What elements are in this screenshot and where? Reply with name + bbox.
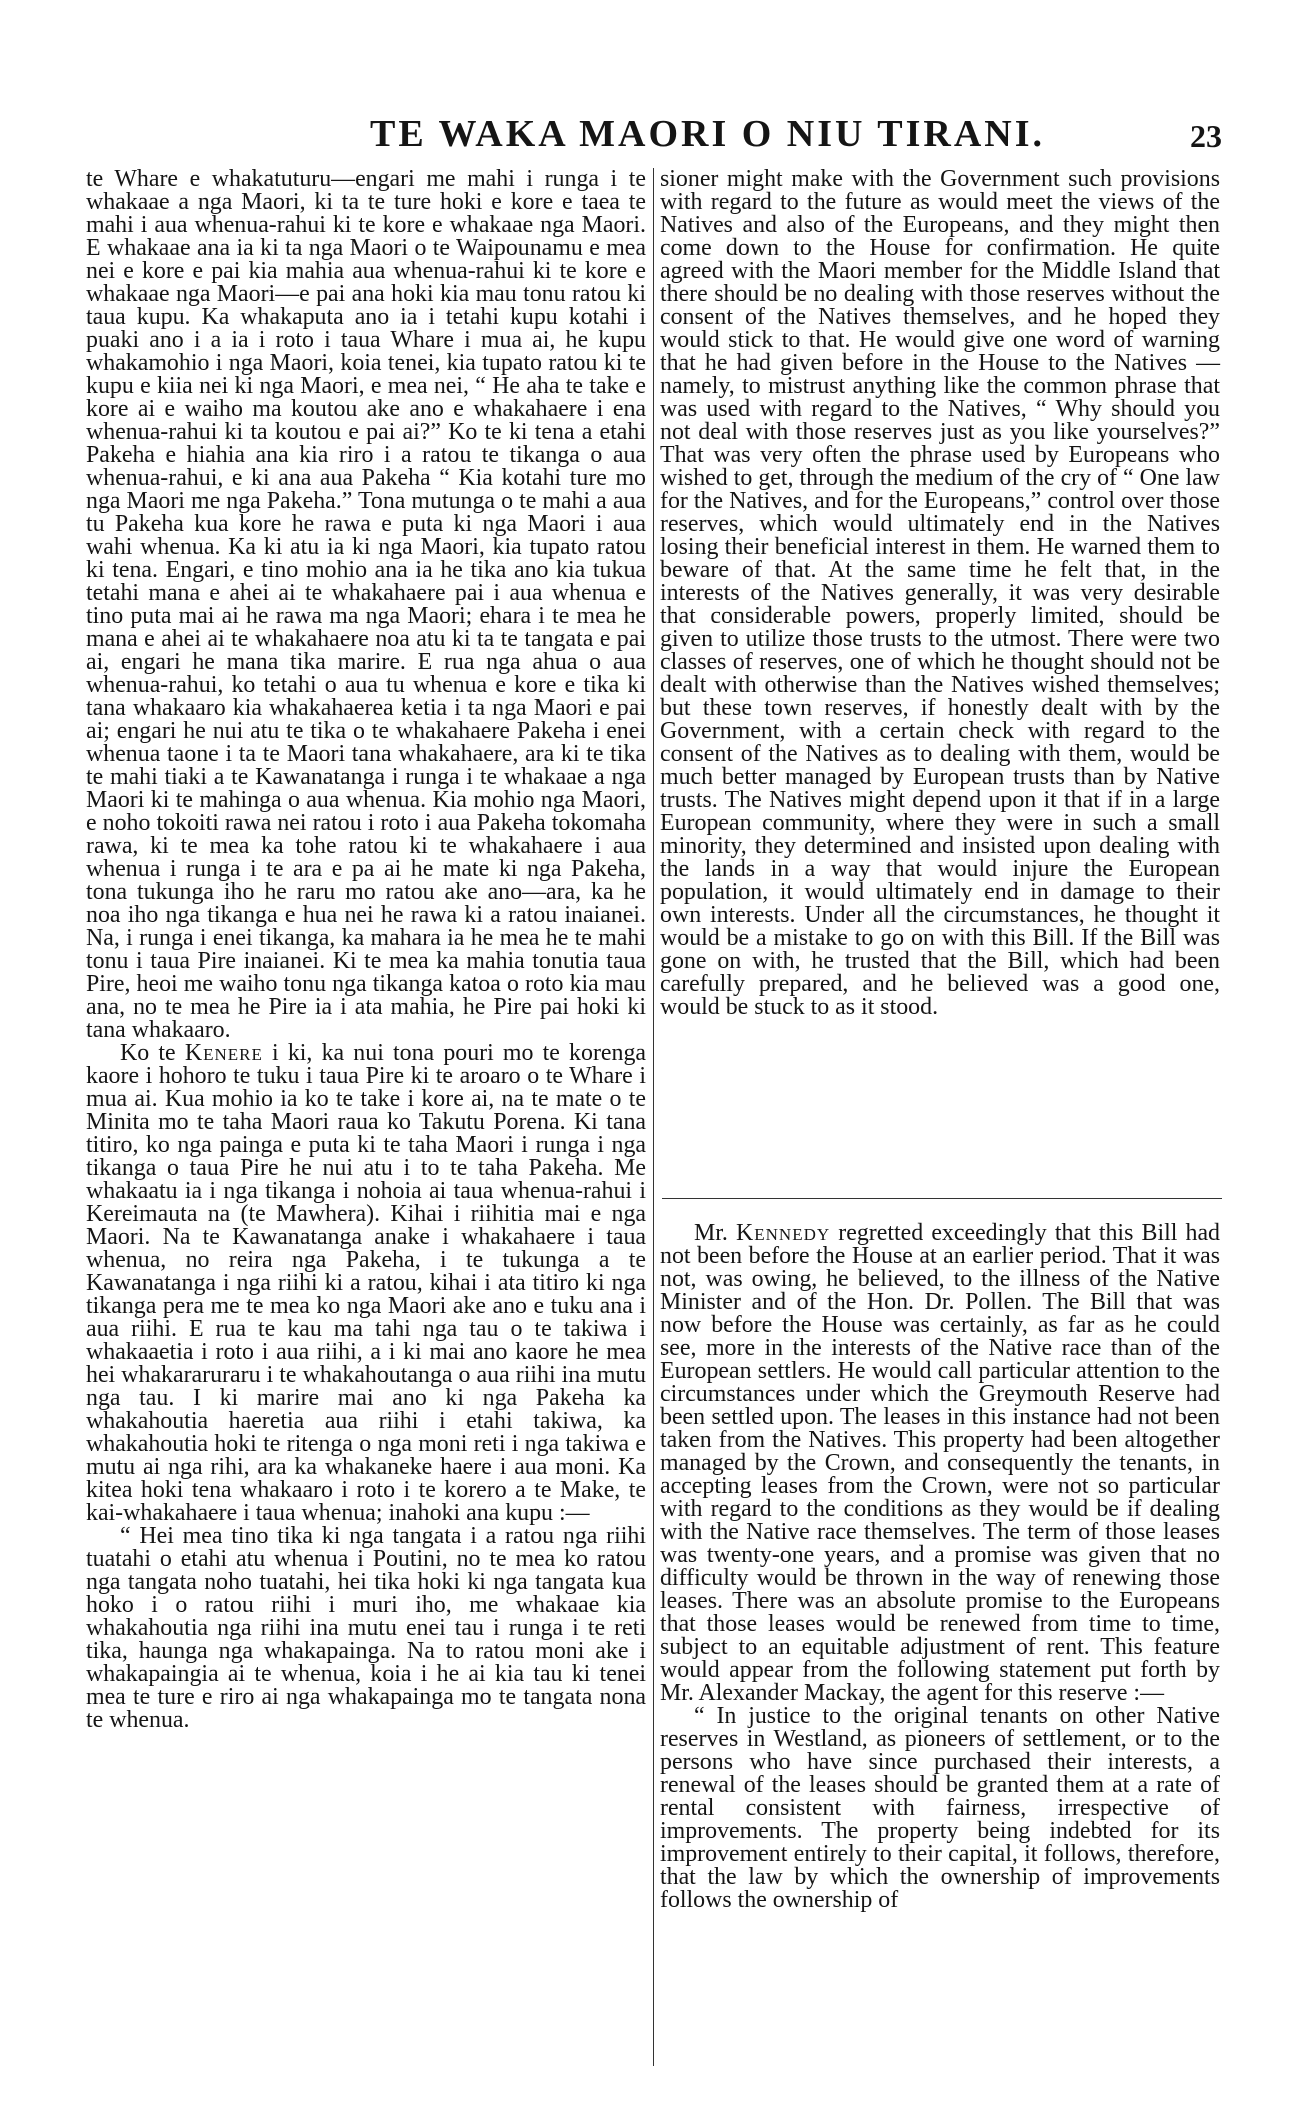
right-column-top xyxy=(660,168,1220,1019)
maori-paragraph-1: te Whare e whakatuturu—engari me mahi i runga i te whakaae a nga Maori, ki ta te ture hoki e kore e taea te mahi i aua whenua-rahui ki te kore e whakaae nga Maori. E whakaae ana ia ki ta nga Maori o te Waipounamu e mea nei e kore e pai kia mahia aua whenua-rahui ki te kore e whakaae nga Maori—e pai ana hoki kia mau tonu ratou ki taua kupu. Ka whakaputa ano ia i tetahi kupu kotahi i puaki ano i a ia i roto i taua Whare i mua ai, he kupu whakamohio i nga Maori, koia tenei, kia tupato ratou ki te kupu e kiia nei ki nga Maori, e mea nei, “ He aha te take e kore ai e waiho ma koutou ake ano e whakahaere i ena whenua-rahui ki ta koutou e pai ai?” Ko te ki tena a etahi Pakeha e hiahia ana kia riro i a ratou te tikanga o aua whenua-rahui, e ki ana aua Pakeha “ Kia kotahi ture mo nga Maori me nga Pakeha.” Tona mutunga o te mahi a aua tu Pakeha kua kore he rawa e puta ki nga Maori i aua wahi whenua. Ka ki atu ia ki nga Maori, kia tupato ratou ki tena. Engari, e tino mohio ana ia he tika ano kia tukua tetahi mana e ahei ai te whakahaere pai i aua whenua e tino puta mai ai he rawa ma nga Maori; ehara i te mea he mana e ahei ai te whakahaere noa atu ki ta te tangata e pai ai, engari he mana tika marire. E rua nga ahua o aua whenua-rahui, ko tetahi o aua tu whenua e kore e tika ki tana whakaaro kia whakahaerea ketia i ta nga Maori e pai ai; engari he nui atu te tika o te whakahaere Pakeha i enei whenua taone i ta te Maori tana whakahaere, ara ki te tika te mahi tiaki a te Kawanatanga i runga i te whakaae a nga Maori ki te mahinga o aua whenua. Kia mohio nga Maori, e noho tokoiti rawa nei ratou i roto i aua Pakeha tokomaha rawa, ki te mea ka tohe ratou ki te whakahaere i aua whenua i runga i te ara e pa ai he mate ki nga Pakeha, tona tukunga iho he raru mo ratou ake ano—ara, ka he noa iho nga tikanga e hua nei he rawa ki a ratou inaianei. Na, i runga i enei tikanga, ka mahara ia he mea he te mahi tonu i taua Pire inaianei. Ki te mea ka mahia tonutia taua Pire, heoi me waiho tonu nga tikanga katoa o roto kia mau ana, no te mea he Pire ia i ata mahia, he Pire pai hoki ki tana whakaaro. xyxy=(86,166,646,1043)
section-rule xyxy=(662,1198,1222,1199)
paragraph-lead: Ko te xyxy=(120,1040,185,1066)
page-title: TE WAKA MAORI O NIU TIRANI. xyxy=(370,113,1046,155)
left-column xyxy=(86,168,646,1732)
english-quotation: “ In justice to the original tenants on other Native reserves in Westland, as pioneers of settlement, or to the persons who have since purchased their interests, a renewal of the leases should be granted them at a rate of rental consistent with fairness, irrespective of improvements. The property being indebted for its improvement entirely to their capital, it follows, therefore, that the law by which the ownership of improvements follows the ownership of xyxy=(660,1703,1220,1913)
right-column-bottom xyxy=(660,1222,1220,1912)
maori-quotation: “ Hei mea tino tika ki nga tangata i a ratou nga riihi tuatahi o etahi atu whenua i Poutini, no te mea ko ratou nga tangata noho tuatahi, hei tika hoki ki nga tangata kua hoko i o ratou riihi i muri iho, me whakaae kia whakahoutia nga riihi ina mutu enei tau i runga i te reti tika, haunga nga whakapainga. Na to ratou moni ake i whakapaingia ai te whenua, koia i he ai kia tau ki tenei mea te ture e riro ai nga whakapainga mo te tangata nona te whenua. xyxy=(86,1523,646,1733)
maori-paragraph-2 xyxy=(86,1042,646,1525)
paragraph-body: regretted exceedingly that this Bill had not been before the House at an earlier period. That it was not, was owing, he believed, to the illness of the Native Minister and of the Hon. Dr. Pollen. The Bill that was now before the House was certainly, as far as he could see, more in the interests of the Native race than of the European settlers. He would call particular attention to the circumstances under which the Greymouth Reserve had been settled upon. The leases in this instance had not been taken from the Natives. This property had been altogether managed by the Crown, and consequently the tenants, in accepting leases from the Crown, were not so particular with regard to the conditions as they would be if dealing with the Native race themselves. The term of those leases was twenty-one years, and a promise was given that no difficulty would be thrown in the way of renewing those leases. There was an absolute promise to the Europeans that those leases would be renewed from time to time, subject to an equitable adjustment of rent. This feature would appear from the following statement put forth by Mr. Alexander Mackay, the agent for this reserve :— xyxy=(660,1220,1220,1706)
speaker-name: Kenere xyxy=(184,1040,263,1066)
page-header xyxy=(0,112,1309,162)
english-paragraph-1: sioner might make with the Government such provisions with regard to the future as would meet the views of the Natives and also of the Europeans, and they might then come down to the House for confirmation. He quite agreed with the Maori member for the Middle Island that there should be no dealing with those reserves without the consent of the Natives themselves, and he hoped they would stick to that. He would give one word of warning that he had given before in the House to the Natives —namely, to mistrust anything like the common phrase that was used with regard to the Natives, “ Why should you not deal with those reserves just as you like yourselves?” That was very often the phrase used by Europeans who wished to get, through the medium of the cry of “ One law for the Natives, and for the Europeans,” control over those reserves, which would ultimately end in the Natives losing their beneficial interest in them. He warned them to beware of that. At the same time he felt that, in the interests of the Natives generally, it was very desirable that considerable powers, properly limited, should be given to utilize those trusts to the utmost. There were two classes of reserves, one of which he thought should not be dealt with otherwise than the Natives wished themselves; but these town reserves, if honestly dealt with by the Government, with a certain check with regard to the consent of the Natives as to dealing with them, would be much better managed by European trusts than by Native trusts. The Natives might depend upon it that if in a large European community, where they were in such a small minority, they determined and insisted upon dealing with the lands in a way that would injure the European population, it would ultimately end in damage to their own interests. Under all the circumstances, he thought it would be a mistake to go on with this Bill. If the Bill was gone on with, he trusted that the Bill, which had been carefully prepared, and he believed was a good one, would be stuck to as it stood. xyxy=(660,166,1220,1020)
paragraph-lead: Mr. xyxy=(694,1220,736,1246)
page-number: 23 xyxy=(1190,118,1222,154)
paragraph-body: i ki, ka nui tona pouri mo te korenga kaore i hohoro te tuku i taua Pire ki te aroaro o te Whare i mua ai. Kua mohio ia ko te take i kore ai, na te mate o te Minita mo te taha Maori raua ko Takutu Porena. Ki tana titiro, ko nga painga e puta ki te taha Maori i runga i nga tikanga o taua Pire he nui atu i to te taha Pakeha. Me whakaatu ia i nga tikanga i nohoia ai taua whenua-rahui i Kereimauta na (te Mawhera). Kihai i riihitia mai e nga Maori. Na te Kawanatanga anake i whakahaere i taua whenua, no reira nga Pakeha, i te tukunga a te Kawanatanga i nga riihi ki a ratou, kihai i ata titiro ki nga tikanga pera me te mea ko nga Maori ake ano e tuku ana i aua riihi. E rua te kau ma tahi nga tau o te takiwa i whakaaetia i roto i aua riihi, a i ki mai ano kaore he mea hei whakararuraru i te whakahoutanga o aua riihi ina mutu nga tau. I ki marire mai ano ki nga Pakeha ka whakahoutia haeretia aua riihi i etahi takiwa, ka whakahoutia hoki te ritenga o nga moni reti i nga takiwa e mutu ai nga rihi, ara ka whakaneke haere i aua moni. Ka kitea hoki tena whakaaro i roto i te korero a te Make, te kai-whakahaere i taua whenua; inahoki ana kupu :— xyxy=(86,1040,646,1526)
english-paragraph-2 xyxy=(660,1222,1220,1705)
column-divider xyxy=(653,168,654,2066)
speaker-name: Kennedy xyxy=(736,1220,831,1246)
